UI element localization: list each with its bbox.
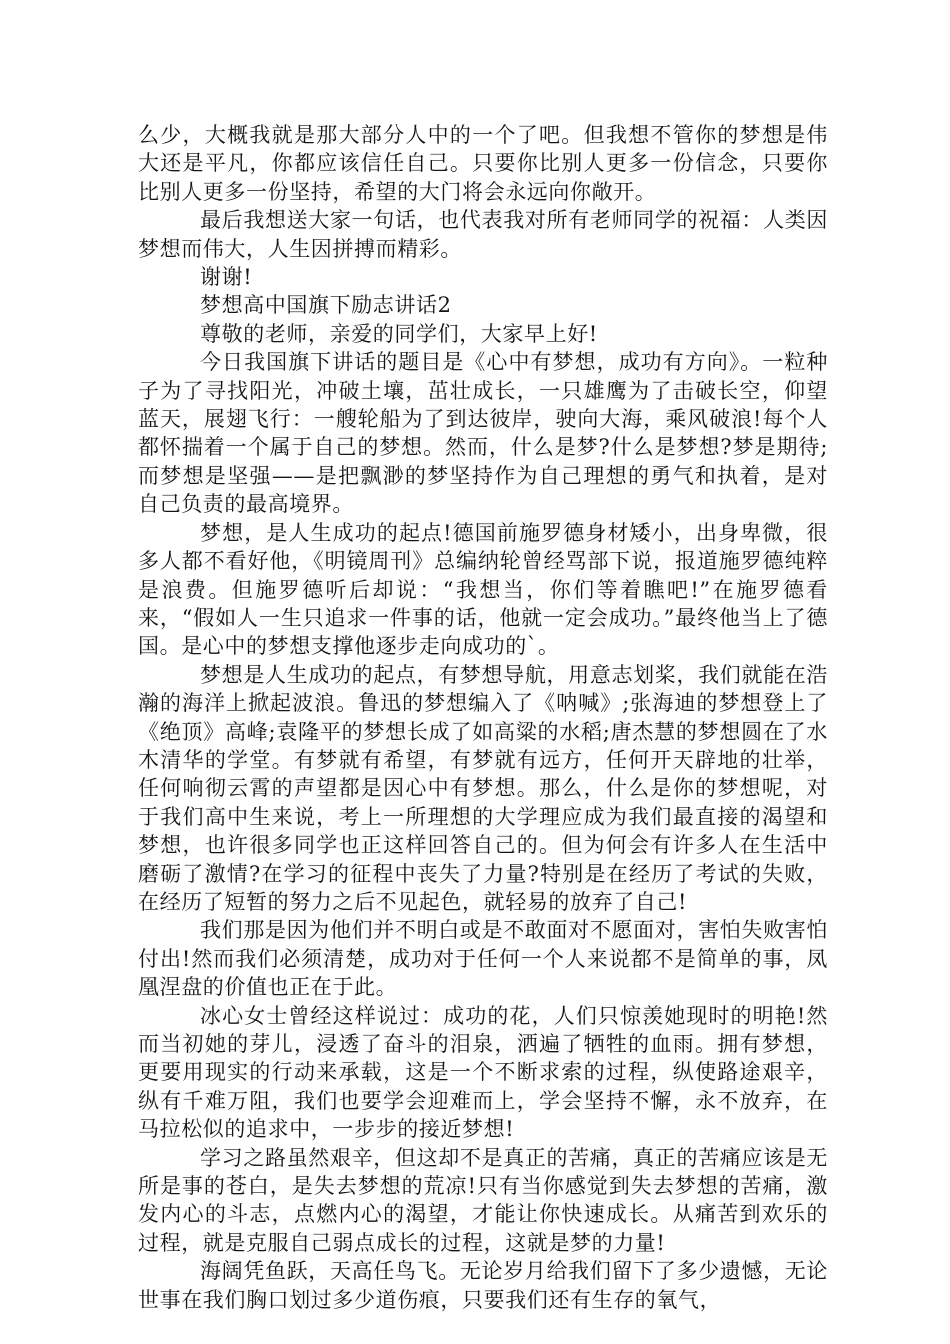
paragraph: 冰心女士曾经这样说过：成功的花，人们只惊羡她现时的明艳!然而当初她的芽儿，浸透了奋斗的泪泉，洒遍了牺牲的血雨。拥有梦想，更要用现实的行动来承载，这是一个不断求索的过程，纵使路途艰辛，纵有千难万阻，我们也要学会迎难而上，学会坚持不懈，永不放弃，在马拉松似的追求中，一步步的接近梦想! — [138, 1003, 828, 1142]
paragraph: 梦想，是人生成功的起点!德国前施罗德身材矮小，出身卑微，很多人都不看好他，《明镜周刊》总编纳轮曾经骂部下说，报道施罗德纯粹是浪费。但施罗德听后却说：“我想当，你们等着瞧吧!”在施罗德看来，“假如人一生只追求一件事的话，他就一定会成功。”最终他当上了德国。是心中的梦想支撑他逐步走向成功的`。 — [138, 520, 828, 659]
section-heading: 梦想高中国旗下励志讲话2 — [200, 293, 452, 318]
paragraph: 今日我国旗下讲话的题目是《心中有梦想，成功有方向》。一粒种子为了寻找阳光，冲破土壤，茁壮成长，一只雄鹰为了击破长空，仰望蓝天，展翅飞行：一艘轮船为了到达彼岸，驶向大海，乘风破浪!每个人都怀揣着一个属于自己的梦想。然而，什么是梦?什么是梦想?梦是期待;而梦想是坚强——是把飘渺的梦坚持作为自己理想的勇气和执着，是对自己负责的最高境界。 — [138, 350, 828, 517]
paragraph: 么少，大概我就是那大部分人中的一个了吧。但我想不管你的梦想是伟大还是平凡，你都应该信任自己。只要你比别人更多一份信念，只要你比别人更多一份坚持，希望的大门将会永远向你敞开。 — [138, 123, 828, 204]
paragraph: 我们那是因为他们并不明白或是不敢面对不愿面对，害怕失败害怕付出!然而我们必须清楚，成功对于任何一个人来说都不是简单的事，凤凰涅盘的价值也正在于此。 — [138, 918, 828, 1000]
paragraph: 学习之路虽然艰辛，但这却不是真正的苦痛，真正的苦痛应该是无所是事的苍白，是失去梦想的荒凉!只有当你感觉到失去梦想的苦痛，激发内心的斗志，点燃内心的渴望，才能让你快速成长。从痛苦到欢乐的过程，就是克服自己弱点成长的过程，这就是梦的力量! — [138, 1145, 828, 1255]
greeting: 尊敬的老师，亲爱的同学们，大家早上好! — [200, 321, 598, 346]
paragraph: 谢谢! — [200, 265, 253, 290]
document-body — [138, 121, 828, 1314]
paragraph: 梦想是人生成功的起点，有梦想导航，用意志划桨，我们就能在浩瀚的海洋上掀起波浪。鲁迅的梦想编入了《呐喊》;张海迪的梦想登上了《绝顶》高峰;袁隆平的梦想长成了如高粱的水稻;唐杰慧的梦想圆在了水木清华的学堂。有梦就有希望，有梦就有远方，任何开天辟地的壮举，任何响彻云霄的声望都是因心中有梦想。那么，什么是你的梦想呢，对于我们高中生来说，考上一所理想的大学理应成为我们最直接的渴望和梦想，也许很多同学也正这样回答自己的。但为何会有许多人在生活中磨砺了激情?在学习的征程中丧失了力量?特别是在经历了考试的失败，在经历了短暂的努力之后不见起色，就轻易的放弃了自己! — [138, 662, 828, 914]
paragraph: 最后我想送大家一句话，也代表我对所有老师同学的祝福：人类因梦想而伟大，人生因拼搏而精彩。 — [138, 208, 828, 261]
paragraph: 海阔凭鱼跃，天高任鸟飞。无论岁月给我们留下了多少遗憾，无论世事在我们胸口划过多少道伤痕，只要我们还有生存的氧气， — [138, 1259, 828, 1312]
